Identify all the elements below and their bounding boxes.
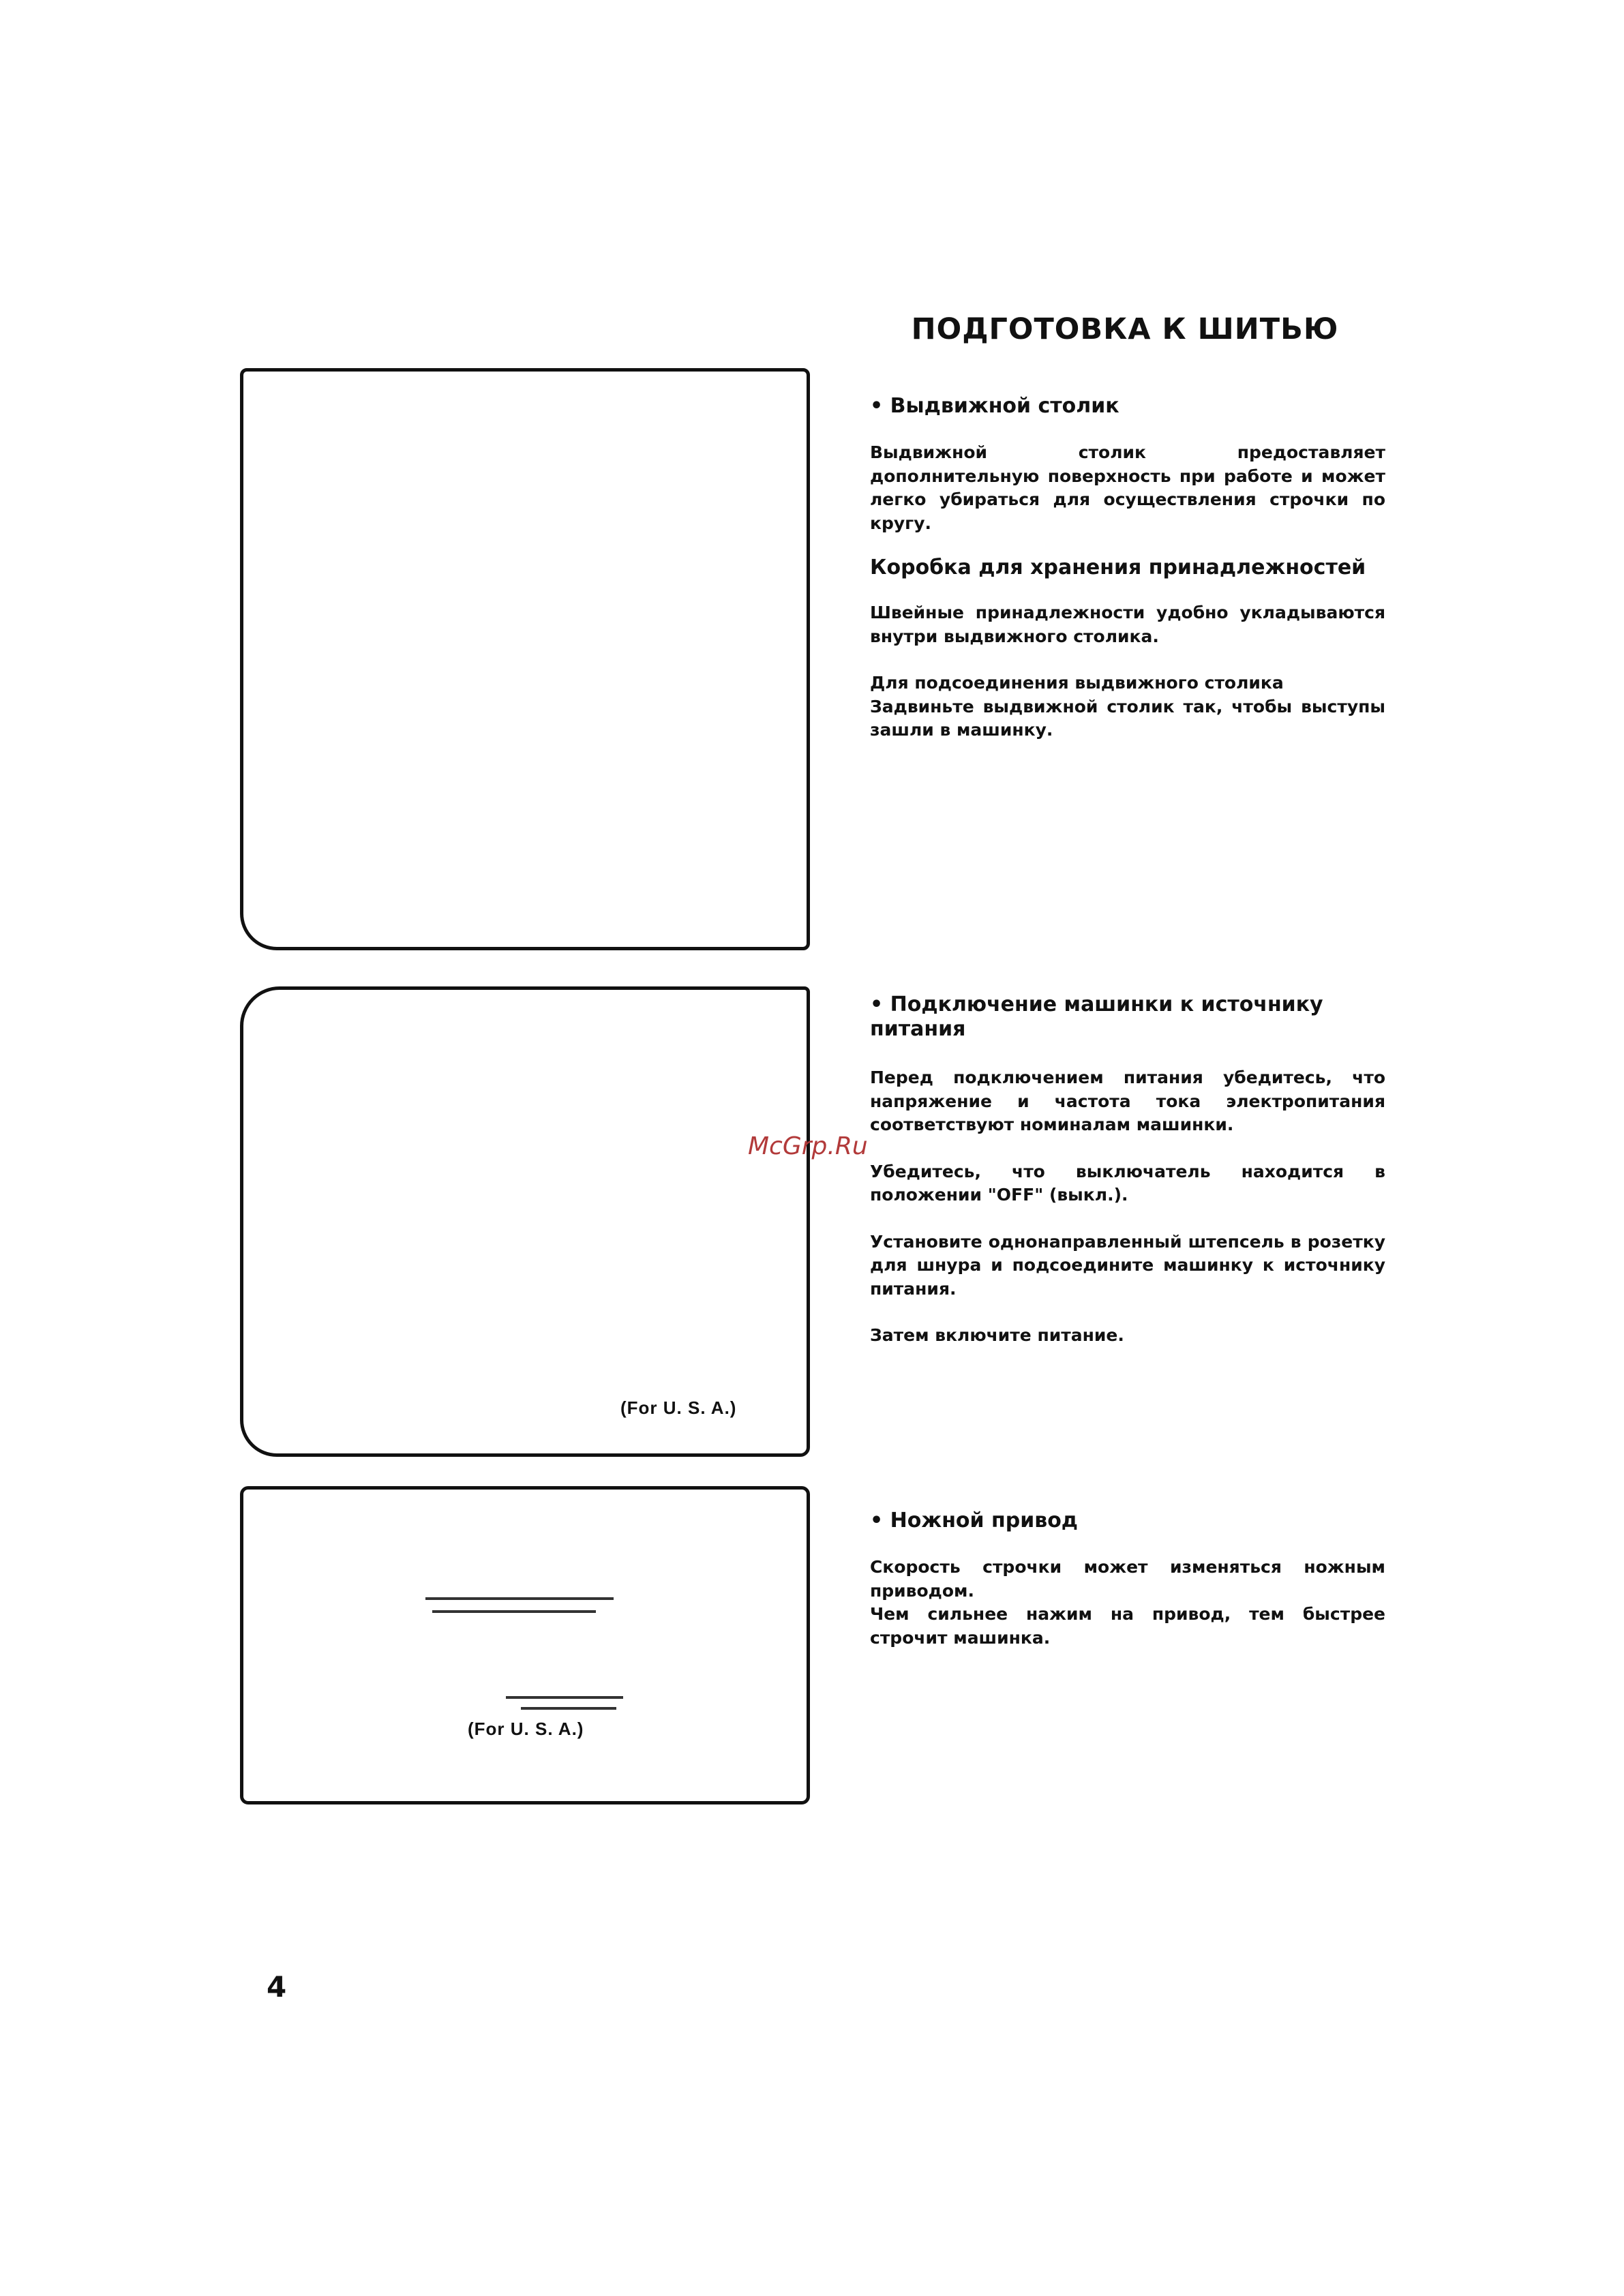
paragraph: Перед подключением питания убедитесь, что напряжение и частота тока электропитания соответствуют номиналам машинки. <box>870 1068 1385 1134</box>
paragraph: Чем сильнее нажим на привод, тем быстрее строчит машинка. <box>870 1604 1385 1648</box>
figure-line <box>521 1707 616 1710</box>
figure-foot-control <box>240 1486 810 1804</box>
section-power <box>870 993 1385 1348</box>
section-heading: • Подключение машинки к источнику питания <box>870 993 1323 1041</box>
section-foot-control <box>870 1509 1385 1650</box>
paragraph: Выдвижной столик предоставляет дополнительную поверхность при работе и может легко убираться для осуществления строчки по кругу. <box>870 442 1385 533</box>
paragraph: Убедитесь, что выключатель находится в положении "OFF" (выкл.). <box>870 1161 1385 1205</box>
page-title: ПОДГОТОВКА К ШИТЬЮ <box>911 312 1339 346</box>
section-heading: • Выдвижной столик <box>870 394 1119 418</box>
paragraph: Скорость строчки может изменяться ножным приводом. <box>870 1557 1385 1601</box>
figure-line <box>506 1696 623 1699</box>
paragraph: Швейные принадлежности удобно укладываются внутри выдвижного столика. <box>870 603 1385 646</box>
figure-line <box>432 1610 596 1613</box>
page-number: 4 <box>267 1970 287 2004</box>
figure-note-usa: (For U. S. A.) <box>620 1398 737 1418</box>
subheading: Коробка для хранения принадлежностей <box>870 556 1366 579</box>
paragraph: Установите однонаправленный штепсель в розетку для шнура и подсоедините машинку к источнику питания. <box>870 1231 1385 1299</box>
section-extension-table <box>870 394 1385 742</box>
paragraph: Задвиньте выдвижной столик так, чтобы выступы зашли в машинку. <box>870 696 1385 740</box>
watermark-link[interactable]: McGrp.Ru <box>748 1132 868 1160</box>
figure-note-usa: (For U. S. A.) <box>468 1719 584 1739</box>
figure-extension-table <box>240 368 810 950</box>
section-heading: • Ножной привод <box>870 1509 1079 1532</box>
figure-line <box>425 1597 614 1600</box>
subheading: Для подсоединения выдвижного столика <box>870 673 1284 693</box>
figure-power-connection <box>240 986 810 1457</box>
paragraph: Затем включите питание. <box>870 1325 1124 1345</box>
